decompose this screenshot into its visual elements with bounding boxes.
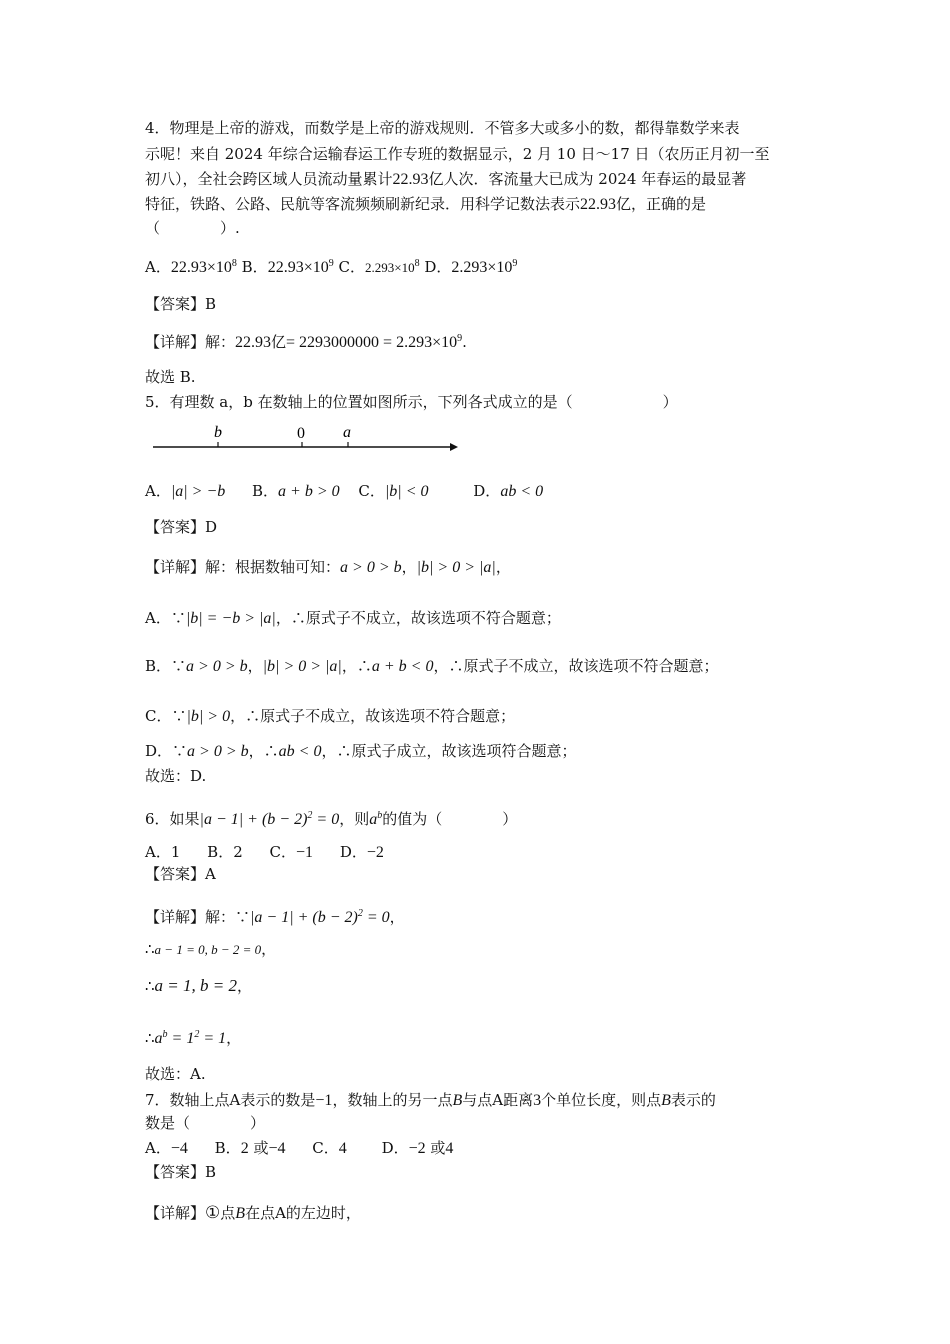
q6-step-3: $\therefore a^b = 1^2 = 1$， <box>145 1029 242 1047</box>
q4-conclusion: 故选 B. <box>145 368 196 386</box>
q5-conclusion: 故选：D. <box>145 767 207 785</box>
q4-option-a: $22.93\times 10^8$ <box>170 258 237 276</box>
axis-label-a: a <box>343 424 351 441</box>
q6-step-2: ∴a = 1, b = 2， <box>145 976 253 995</box>
q4-option-b-label: B． <box>241 258 268 276</box>
q4-line-1: 4．物理是上帝的游戏，而数学是上帝的游戏规则．不管多大或多小的数，都得靠数学来表 <box>145 119 740 137</box>
q6-step-1: ∴a − 1 = 0, b − 2 = 0， <box>145 940 277 958</box>
q4-line-2: 示呢！来自 2024 年综合运输春运工作专班的数据显示，2 月 10 日～17 日（农历正月初一至 <box>145 145 770 163</box>
q4-option-c-label: C． <box>338 258 365 276</box>
number-line-figure <box>150 420 460 460</box>
q4-option-a-label: A． <box>145 258 171 276</box>
number-line-arrow <box>450 443 458 451</box>
q6-conclusion: 故选：A. <box>145 1065 206 1083</box>
q6-option-b: B．2 <box>207 843 243 861</box>
axis-label-b: b <box>214 424 222 441</box>
q7-option-d: −2 或4 <box>408 1139 454 1157</box>
q7-options: A．−4 B．2 或−4 C．4 D．−2 或4 <box>145 1139 454 1157</box>
q4-line-3: 初八），全社会跨区域人员流动量累计22.93亿人次．客流量大已成为 2024 年春运的最显著 <box>145 170 747 188</box>
q5-detail-d: D．∵a > 0 > b，∴ab < 0，∴原式子成立，故该选项符合题意； <box>145 742 577 760</box>
q6-answer: 【答案】A <box>145 865 216 883</box>
q4-detail: 【详解】解：22.93亿= $2293000000 = 2.293\times 10^9$. <box>145 333 467 351</box>
q6-option-d: −2 <box>366 844 384 861</box>
q5-option-d: ab < 0 <box>500 483 544 500</box>
q4-line-5: （ ）. <box>145 219 240 237</box>
q7-line-1: 7．数轴上点A表示的数是−1，数轴上的另一点B与点A距离3个单位长度，则点B表示的 <box>145 1091 716 1109</box>
q5-detail-c: C．∵|b| > 0，∴原式子不成立，故该选项不符合题意； <box>145 707 516 725</box>
q5-answer: 【答案】D <box>145 518 218 536</box>
q5-option-c: |b| < 0 <box>384 483 429 500</box>
q4-option-b: $22.93\times 10^9$ <box>267 258 334 276</box>
q7-answer: 【答案】B <box>145 1163 217 1181</box>
q4-line-4: 特征，铁路、公路、民航等客流频频刷新纪录．用科学记数法表示22.93亿，正确的是 <box>145 195 707 213</box>
q5-detail-a: A．∵|b| = −b > |a|，∴原式子不成立，故该选项不符合题意； <box>145 609 561 627</box>
q7-option-c: 4 <box>338 1140 347 1157</box>
q4-options <box>145 256 517 279</box>
q4-answer: 【答案】B <box>145 295 217 313</box>
q4-option-c: $2.293\times 10^8$ <box>364 258 420 275</box>
q6-options: A．1 B．2 C．−1 D．−2 <box>145 843 384 861</box>
axis-label-zero: 0 <box>297 425 305 442</box>
q6-option-a: A．1 <box>145 843 181 861</box>
q5-detail: 【详解】解：根据数轴可知：a > 0 > b，|b| > 0 > |a|， <box>145 558 511 576</box>
q7-option-b: 2 或−4 <box>240 1139 286 1157</box>
q5-detail-b: B．∵a > 0 > b，|b| > 0 > |a|，∴a + b < 0，∴原式子不成立，故该选项不符合题意； <box>145 657 719 675</box>
q7-detail: 【详解】①点B在点A的左边时， <box>145 1203 361 1223</box>
q5-option-b: a + b > 0 <box>278 483 340 500</box>
q4-option-d: $2.293\times 10^9$ <box>451 258 518 276</box>
q7-option-a: −4 <box>170 1140 188 1157</box>
q5-options: A．|a| > −b B．a + b > 0 C．|b| < 0 D．ab < 0 <box>145 482 544 500</box>
q5-option-a: |a| > −b <box>170 483 226 500</box>
q6-option-c: −1 <box>296 844 314 861</box>
q6-detail: 【详解】解：∵|a − $1| + (b - 2)^2 = 0$， <box>145 908 405 926</box>
q6-stem: 6．如果$|a - 1| + (b - 2)^2 = 0$，则$a^b$的值为（ ） <box>145 810 518 828</box>
q5-stem: 5．有理数 a，b 在数轴上的位置如图所示，下列各式成立的是（ ） <box>145 393 678 411</box>
q4-option-d-label: D． <box>424 258 452 276</box>
q7-line-2: 数是（ ） <box>145 1114 266 1132</box>
